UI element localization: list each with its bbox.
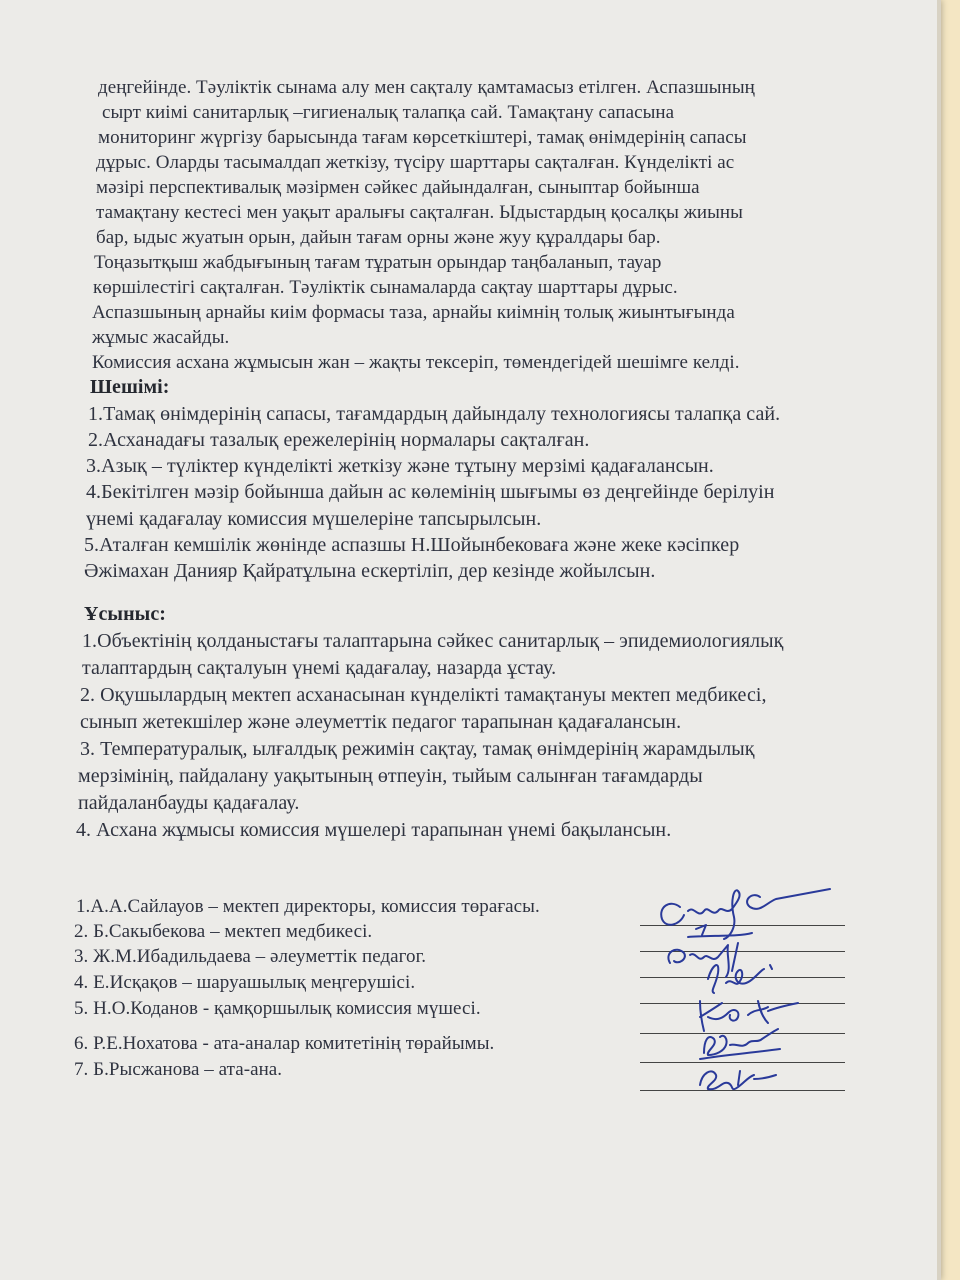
signatures-image	[640, 885, 850, 1105]
page-edge	[937, 0, 941, 1280]
proposal-item: 1.Объектінің қолданыстағы талаптарына сәйкес санитарлық – эпидемиологиялық	[82, 630, 784, 652]
decision-heading: Шешімі:	[90, 376, 170, 398]
decision-item: үнемі қадағалау комиссия мүшелеріне тапсырылсын.	[86, 508, 542, 530]
member-line: 2. Б.Сакыбекова – мектеп медбикесі.	[74, 921, 373, 942]
decision-item: 4.Бекітілген мәзір бойынша дайын ас көлемінің шығымы өз деңгейінде берілуін	[86, 481, 775, 503]
intro-line: сырт киімі санитарлық –гигиеналық талапқа сай. Тамақтану сапасына	[102, 102, 675, 123]
decision-item: 1.Тамақ өнімдерінің сапасы, тағамдардың дайындалу технологиясы талапқа сай.	[88, 403, 781, 425]
intro-line: көршілестігі сақталған. Тәуліктік сынамаларда сақтау шарттары дұрыс.	[93, 277, 678, 298]
member-line: 1.А.А.Сайлауов – мектеп директоры, комиссия төрағасы.	[76, 896, 540, 917]
member-line: 5. Н.О.Коданов - қамқоршылық комиссия мүшесі.	[74, 998, 481, 1019]
member-line: 7. Б.Рысжанова – ата-ана.	[74, 1059, 283, 1080]
intro-line: деңгейінде. Тәуліктік сынама алу мен сақталу қамтамасыз етілген. Аспазшының	[98, 77, 755, 98]
intro-line: мәзірі перспективалық мәзірмен сәйкес дайындалған, сыныптар бойынша	[96, 177, 700, 198]
proposal-item: пайдаланбауды қадағалау.	[78, 792, 300, 814]
proposal-item: 4. Асхана жұмысы комиссия мүшелері тарапынан үнемі бақылансын.	[76, 819, 672, 841]
member-line: 4. Е.Исқақов – шаруашылық меңгерушісі.	[74, 972, 416, 993]
proposal-item: сынып жетекшілер және әлеуметтік педагог тарапынан қадағалансын.	[80, 711, 682, 733]
intro-line: бар, ыдыс жуатын орын, дайын тағам орны және жуу құралдары бар.	[96, 227, 661, 248]
decision-item: Әжімахан Данияр Қайратұлына ескертіліп, дер кезінде жойылсын.	[84, 560, 656, 582]
proposal-item: мерзімінің, пайдалану уақытының өтпеуін, тыйым салынған тағамдарды	[78, 765, 703, 787]
member-line: 3. Ж.М.Ибадильдаева – әлеуметтік педагог.	[74, 946, 427, 967]
decision-item: 3.Азық – түліктер күнделікті жеткізу және тұтыну мерзімі қадағалансын.	[86, 455, 714, 477]
proposal-item: 3. Температуралық, ылғалдық режимін сақтау, тамақ өнімдерінің жарамдылық	[80, 738, 755, 760]
proposal-item: 2. Оқушылардың мектеп асханасынан күнделікті тамақтануы мектеп медбикесі,	[80, 684, 767, 706]
intro-line: дұрыс. Оларды тасымалдап жеткізу, түсіру шарттары сақталған. Күнделікті ас	[96, 152, 735, 173]
intro-line: Комиссия асхана жұмысын жан – жақты тексеріп, төмендегідей шешімге келді.	[92, 352, 740, 373]
decision-item: 2.Асханадағы тазалық ережелерінің нормалары сақталған.	[88, 429, 590, 451]
decision-item: 5.Аталған кемшілік жөнінде аспазшы Н.Шойынбековаға және жеке кәсіпкер	[84, 534, 740, 556]
intro-line: жұмыс жасайды.	[92, 327, 230, 348]
proposal-heading: Ұсыныс:	[84, 603, 166, 625]
member-line: 6. Р.Е.Нохатова - ата-аналар комитетінің төрайымы.	[74, 1033, 495, 1054]
intro-line: мониторинг жүргізу барысында тағам көрсеткіштері, тамақ өнімдерінің сапасы	[98, 127, 747, 148]
intro-line: тамақтану кестесі мен уақыт аралығы сақталған. Ыдыстардың қосалқы жиыны	[96, 202, 743, 223]
intro-line: Аспазшының арнайы киім формасы таза, арнайы киімнің толық жиынтығында	[92, 302, 735, 323]
intro-line: Тоңазытқыш жабдығының тағам тұратын орындар таңбаланып, тауар	[94, 252, 662, 273]
proposal-item: талаптардың сақталуын үнемі қадағалау, назарда ұстау.	[82, 657, 557, 679]
